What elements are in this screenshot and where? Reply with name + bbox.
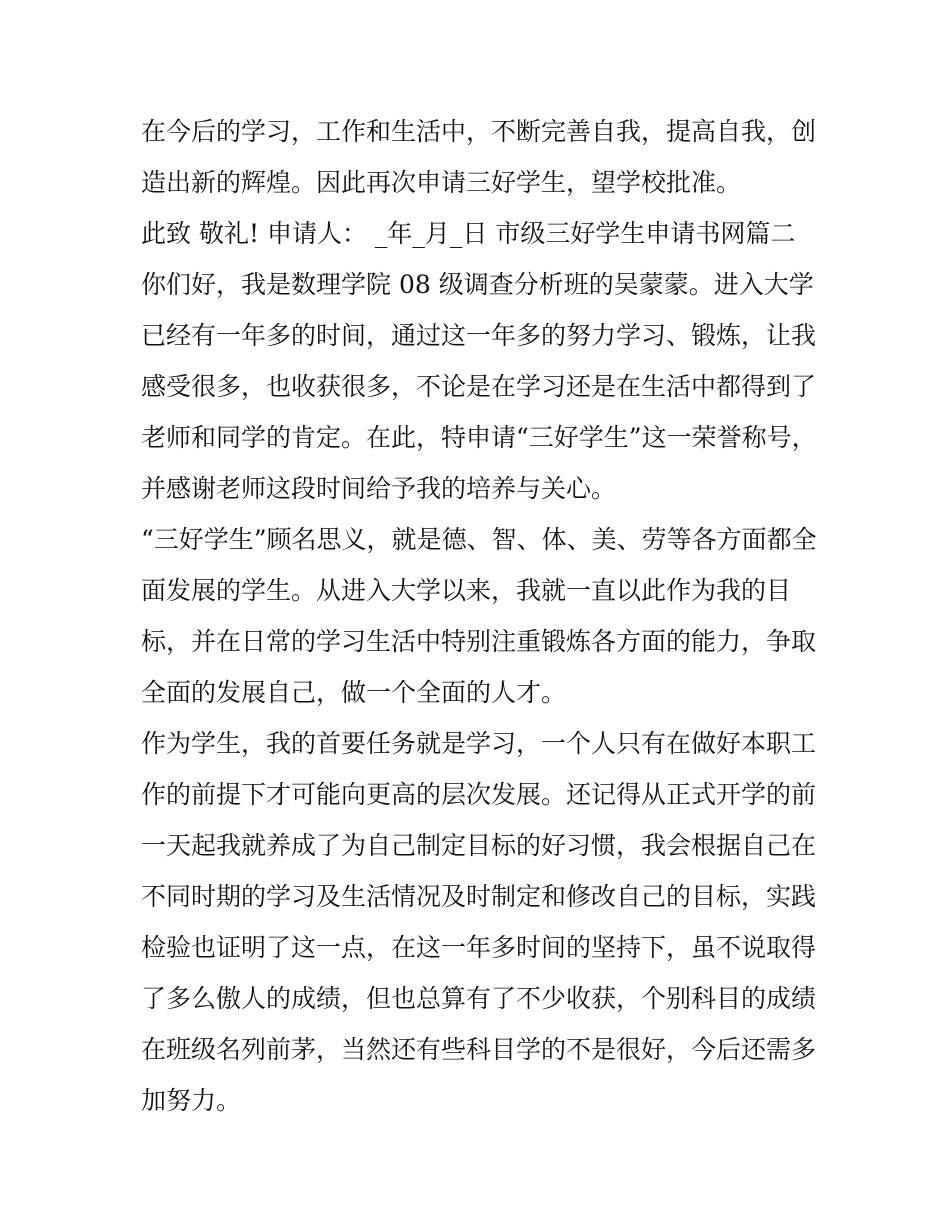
text-line: 一天起我就养成了为自己制定目标的好习惯，我会根据自己在 [141, 831, 817, 860]
text-line: 此致 敬礼! 申请人： _年_月_日 市级三好学生申请书网篇二 [141, 219, 796, 248]
document-body [141, 106, 821, 1126]
text-line: 在今后的学习，工作和生活中，不断完善自我，提高自我，创 [141, 117, 817, 146]
text-line: 在班级名列前茅，当然还有些科目学的不是很好，今后还需多 [141, 1035, 817, 1064]
text-line: 你们好，我是数理学院 08 级调查分析班的吴蒙蒙。进入大学 [141, 270, 814, 299]
text-line: 作的前提下才可能向更高的层次发展。还记得从正式开学的前 [141, 780, 817, 809]
text-line: 老师和同学的肯定。在此，特申请“三好学生”这一荣誉称号， [141, 423, 817, 452]
text-line: 作为学生，我的首要任务就是学习，一个人只有在做好本职工 [141, 729, 817, 758]
text-line: 了多么傲人的成绩，但也总算有了不少收获，个别科目的成绩 [141, 984, 817, 1013]
text-line: 面发展的学生。从进入大学以来，我就一直以此作为我的目 [141, 576, 792, 605]
text-line: 加努力。 [141, 1086, 242, 1115]
text-line: 标，并在日常的学习生活中特别注重锻炼各方面的能力，争取 [141, 627, 817, 656]
text-line: “三好学生”顾名思义，就是德、智、体、美、劳等各方面都全 [141, 525, 817, 554]
text-line: 全面的发展自己，做一个全面的人才。 [141, 678, 567, 707]
text-line: 已经有一年多的时间，通过这一年多的努力学习、锻炼，让我 [141, 321, 817, 350]
text-line: 检验也证明了这一点，在这一年多时间的坚持下，虽不说取得 [141, 933, 817, 962]
text-line: 感受很多，也收获很多，不论是在学习还是在生活中都得到了 [141, 372, 817, 401]
text-line: 不同时期的学习及生活情况及时制定和修改自己的目标，实践 [141, 882, 817, 911]
text-line: 并感谢老师这段时间给予我的培养与关心。 [141, 474, 617, 503]
text-line: 造出新的辉煌。因此再次申请三好学生，望学校批准。 [141, 168, 742, 197]
